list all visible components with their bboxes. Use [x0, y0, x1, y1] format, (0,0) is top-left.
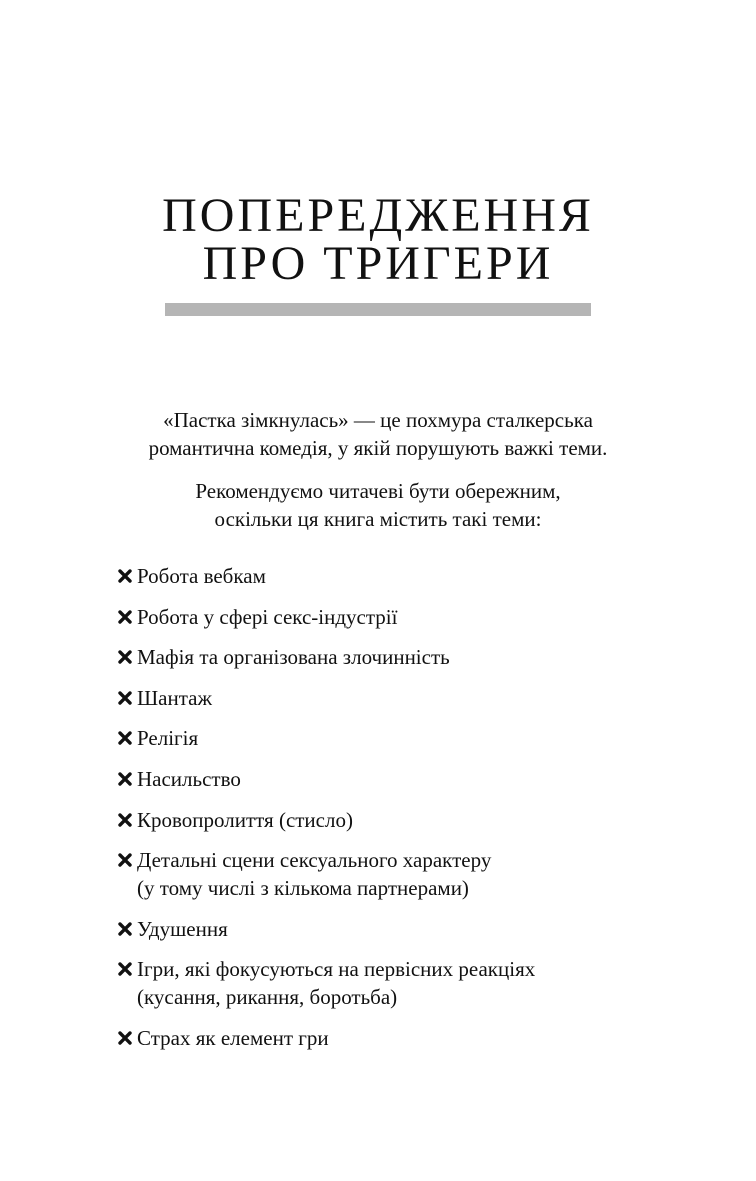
title-line-2: ПРО ТРИГЕРИ — [202, 237, 554, 290]
heavy-x-icon — [118, 691, 132, 705]
intro-paragraph-description — [0, 406, 756, 462]
list-item — [118, 915, 678, 943]
topic-text: Робота у сфері секс-індустрії — [137, 604, 398, 629]
trigger-topic-list — [118, 562, 678, 1065]
heavy-x-icon — [118, 772, 132, 786]
heavy-x-icon — [118, 650, 132, 664]
heavy-x-icon — [118, 922, 132, 936]
list-item — [118, 846, 678, 902]
list-item — [118, 562, 678, 590]
heavy-x-icon — [118, 853, 132, 867]
topic-text: Робота вебкам — [137, 564, 266, 588]
topic-text: Детальні сцени сексуального характеру (у тому числі з кількома партнерами) — [137, 848, 492, 901]
heavy-x-icon — [118, 813, 132, 827]
intro-line: «Пастка зімкнулась» — це похмура сталкерська — [163, 408, 593, 432]
heavy-x-icon — [118, 1031, 132, 1045]
intro-line: оскільки ця книга містить такі теми: — [214, 507, 542, 531]
list-item — [118, 603, 678, 631]
list-item — [118, 1024, 678, 1052]
heavy-x-icon — [118, 569, 132, 583]
intro-line: романтична комедія, у якій порушують важкі теми. — [148, 436, 608, 460]
heavy-x-icon — [118, 610, 132, 624]
intro-paragraph-warning — [0, 477, 756, 533]
topic-text: Удушення — [137, 916, 228, 941]
list-item — [118, 806, 678, 834]
list-item — [118, 724, 678, 752]
intro-line: Рекомендуємо читачеві бути обережним, — [195, 479, 561, 503]
list-item — [118, 643, 678, 671]
list-item — [118, 765, 678, 793]
topic-text: Кровопролиття (стисло) — [137, 807, 353, 832]
list-item — [118, 955, 678, 1011]
list-item — [118, 684, 678, 712]
topic-text: Шантаж — [137, 685, 213, 710]
heavy-x-icon — [118, 962, 132, 976]
topic-text: Мафія та організована злочинність — [137, 645, 450, 670]
topic-text: Насильство — [137, 766, 241, 791]
topic-text: Релігія — [137, 726, 199, 751]
topic-text: Ігри, які фокусуються на первісних реакціях (кусання, рикання, боротьба) — [137, 957, 536, 1010]
title-underline-rule — [165, 303, 591, 316]
heavy-x-icon — [118, 731, 132, 745]
title-line-1: ПОПЕРЕДЖЕННЯ — [162, 189, 594, 242]
page-title — [0, 189, 756, 290]
topic-text: Страх як елемент гри — [137, 1025, 329, 1050]
